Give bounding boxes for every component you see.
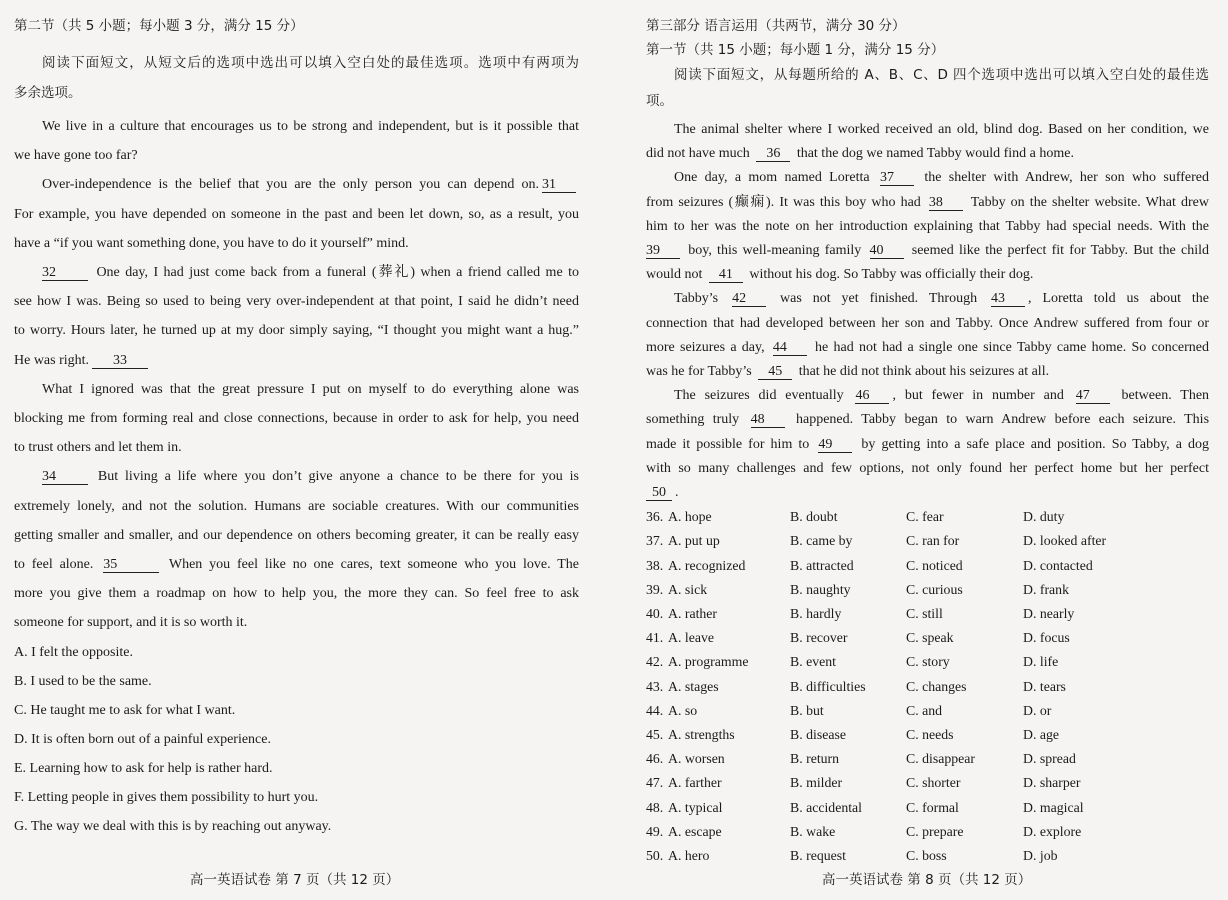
- choice-a: A. typical: [668, 799, 723, 815]
- choice-row: [646, 747, 1209, 771]
- choice-b: B. naughty: [790, 581, 851, 597]
- question-number: 45.: [646, 726, 664, 742]
- choice-c: C. boss: [906, 847, 947, 863]
- cloze-passage: The animal shelter where I worked received an old, blind dog. Based on her condition, we did not have much 36 that the dog we named Tabby would find a home. One day, a mom named Loretta 37 the shelter with Andrew, her son who suffered from seizures (癫痫). It was this boy who had 38 Tabby on the shelter website. What drew him to her was the note on her introduction explaining that Tabby had special needs. With the 39 boy, this well-meaning family 40 seemed like the perfect fit for Tabby. But the child would not 41 without his dog. So Tabby was officially their dog. Tabby’s 42 was not yet finished. Through 43 , Loretta told us about the connection that had developed between her son and Tabby. Once Andrew suffered from four or more seizures a day, 44 he had not had a single one since Tabby came home. So concerned was he for Tabby’s 45 that he did not think about his seizures at all. The seizures did eventually 46 , but fewer in number and 47 between. Then something truly 48 happened. Tabby began to warn Andrew before each seizure. This made it possible for him to 49 by getting into a safe place and position. So Tabby, a dog with so many challenges and few options, not only found her perfect home but her perfect 50 .: [646, 122, 1209, 501]
- blank-39: 39: [646, 243, 680, 259]
- choice-c: C. fear: [906, 509, 944, 525]
- blank-48: 48: [751, 412, 785, 428]
- blank-40: 40: [870, 243, 904, 259]
- blank-49: 49: [818, 437, 852, 453]
- blank-45: 45: [758, 364, 792, 380]
- choice-row: [646, 771, 1209, 795]
- choice-a: A. escape: [668, 823, 722, 839]
- choice-a: A. programme: [668, 654, 749, 670]
- choice-a: A. worsen: [668, 751, 725, 767]
- blank-33: 33: [92, 353, 148, 369]
- choice-row: [646, 554, 1209, 578]
- choice-a: A. leave: [668, 630, 714, 646]
- choice-row: [646, 602, 1209, 626]
- choice-c: C. noticed: [906, 557, 963, 573]
- blank-41: 41: [709, 267, 743, 283]
- choice-a: A. hope: [668, 509, 712, 525]
- choice-c: C. curious: [906, 581, 963, 597]
- choice-row: [646, 626, 1209, 650]
- blank-36: 36: [756, 146, 790, 162]
- choice-d: D. life: [1023, 654, 1059, 670]
- choice-c: C. and: [906, 702, 943, 718]
- question-number: 50.: [646, 847, 664, 863]
- choice-row: [646, 844, 1209, 868]
- choice-d: D. age: [1023, 726, 1060, 742]
- choice-d: D. contacted: [1023, 557, 1093, 573]
- choice-a: A. strengths: [668, 726, 735, 742]
- choice-a: A. sick: [668, 581, 708, 597]
- choice-d: D. tears: [1023, 678, 1066, 694]
- blank-38: 38: [929, 195, 963, 211]
- option-f: F. Letting people in gives them possibility to hurt you.: [14, 789, 319, 805]
- choice-c: C. still: [906, 606, 943, 621]
- choice-row: [646, 650, 1209, 674]
- choice-c: C. story: [906, 654, 950, 670]
- question-number: 47.: [646, 775, 664, 791]
- blank-32: 32: [42, 265, 88, 281]
- choice-d: D. or: [1023, 702, 1052, 718]
- choice-a: A. recognized: [668, 557, 746, 573]
- choice-a: A. put up: [668, 533, 720, 549]
- instruction: 阅读下面短文，从每题所给的 A、B、C、D 四个选项中选出可以填入空白处的最佳选 项。: [646, 67, 1209, 109]
- blank-34: 34: [42, 469, 88, 485]
- choice-b: B. hardly: [790, 606, 842, 621]
- question-number: 49.: [646, 823, 664, 839]
- choice-row: [646, 529, 1209, 553]
- choice-row: [646, 505, 1209, 529]
- choice-c: C. prepare: [906, 823, 964, 839]
- choice-b: B. doubt: [790, 509, 838, 525]
- choice-row: [646, 699, 1209, 723]
- option-e: E. Learning how to ask for help is rather hard.: [14, 760, 273, 776]
- choice-b: B. wake: [790, 823, 836, 839]
- part-title: 第三部分 语言运用（共两节，满分 30 分）: [646, 18, 906, 34]
- question-number: 37.: [646, 533, 664, 549]
- right-page: [646, 14, 1209, 868]
- choice-row: [646, 820, 1209, 844]
- blank-37: 37: [880, 170, 914, 186]
- choice-d: D. duty: [1023, 509, 1065, 525]
- choice-b: B. attracted: [790, 557, 854, 573]
- choice-b: B. milder: [790, 775, 843, 791]
- page-footer-left: 高一英语试卷 第 7 页（共 12 页）: [190, 872, 400, 888]
- option-g: G. The way we deal with this is by reaching out anyway.: [14, 818, 332, 834]
- choice-d: D. spread: [1023, 751, 1076, 767]
- option-list: [14, 638, 579, 841]
- blank-35: 35: [103, 557, 159, 573]
- choice-d: D. magical: [1023, 799, 1084, 815]
- choice-d: D. looked after: [1023, 533, 1107, 549]
- choice-c: C. formal: [906, 799, 959, 815]
- blank-46: 46: [855, 388, 889, 404]
- question-number: 48.: [646, 799, 664, 815]
- choice-table: [646, 505, 1209, 868]
- passage: We live in a culture that encourages us to be strong and independent, but is it possible that we have gone too far? Over-independence is the belief that you are the only person you can depend on. 31 For example, you have depended on someone in the past and been let down, so, as a result, you have a “if you want something done, you have to do it yourself” mind. 32 One day, I had just come back from a funeral (葬礼) when a friend called me to see how I was. Being so used to being very over-independent at that point, I said he didn’t need to worry. Hours later, he turned up at my door simply saying, “I thought you might want a hug.” He was right. 33 What I ignored was that the great pressure I put on myself to do everything alone was blocking me from forming real and close connections, because in order to ask for help, you need to trust others and let them in. 34 But living a life where you don’t give anyone a chance to be there for you is extremely lonely, and not the solution. Humans are sociable creatures. With our communities getting smaller and smaller, and our dependence on others becoming greater, it can be really easy to feel alone. 35 When you feel like no one cares, text someone who you love. The more you give them a roadmap on how to help you, the more they can. So feel free to ask someone for support, and it is so worth it.: [14, 119, 579, 631]
- blank-43: 43: [991, 291, 1025, 307]
- choice-row: [646, 796, 1209, 820]
- choice-d: D. nearly: [1023, 606, 1075, 621]
- choice-b: B. disease: [790, 726, 846, 742]
- choice-c: C. disappear: [906, 751, 975, 767]
- blank-42: 42: [732, 291, 766, 307]
- question-number: 42.: [646, 654, 664, 670]
- question-number: 46.: [646, 751, 664, 767]
- choice-b: B. accidental: [790, 799, 863, 815]
- choice-c: C. needs: [906, 726, 954, 742]
- option-a: A. I felt the opposite.: [14, 644, 133, 660]
- question-number: 44.: [646, 702, 664, 718]
- choice-d: D. explore: [1023, 823, 1082, 839]
- blank-31: 31: [542, 177, 576, 193]
- choice-c: C. ran for: [906, 533, 960, 549]
- choice-row: [646, 723, 1209, 747]
- question-number: 39.: [646, 581, 664, 597]
- question-number: 40.: [646, 606, 664, 621]
- choice-b: B. came by: [790, 533, 853, 549]
- option-b: B. I used to be the same.: [14, 673, 152, 689]
- choice-b: B. but: [790, 702, 824, 718]
- section-heading: 第二节（共 5 小题；每小题 3 分，满分 15 分）: [14, 18, 304, 34]
- section-heading: 第一节（共 15 小题；每小题 1 分，满分 15 分）: [646, 42, 945, 58]
- page-footer-right: 高一英语试卷 第 8 页（共 12 页）: [822, 872, 1032, 888]
- question-number: 36.: [646, 509, 664, 525]
- choice-row: [646, 675, 1209, 699]
- choice-b: B. recover: [790, 630, 848, 646]
- choice-a: A. farther: [668, 775, 722, 791]
- choice-a: A. rather: [668, 606, 718, 621]
- choice-b: B. return: [790, 751, 840, 767]
- choice-a: A. so: [668, 702, 698, 718]
- choice-d: D. frank: [1023, 581, 1069, 597]
- left-page: [14, 14, 579, 841]
- choice-c: C. speak: [906, 630, 954, 646]
- option-d: D. It is often born out of a painful experience.: [14, 731, 271, 747]
- blank-44: 44: [773, 340, 807, 356]
- choice-d: D. sharper: [1023, 775, 1081, 791]
- choice-a: A. stages: [668, 678, 719, 694]
- question-number: 43.: [646, 678, 664, 694]
- option-c: C. He taught me to ask for what I want.: [14, 702, 236, 718]
- choice-b: B. difficulties: [790, 678, 866, 694]
- question-number: 41.: [646, 630, 664, 646]
- choice-c: C. changes: [906, 678, 967, 694]
- choice-a: A. hero: [668, 847, 710, 863]
- blank-50: 50: [646, 485, 672, 501]
- choice-c: C. shorter: [906, 775, 961, 791]
- choice-d: D. job: [1023, 847, 1058, 863]
- choice-b: B. event: [790, 654, 836, 670]
- instruction: 阅读下面短文，从短文后的选项中选出可以填入空白处的最佳选项。选项中有两项为 多余选项。: [14, 55, 579, 101]
- blank-47: 47: [1076, 388, 1110, 404]
- choice-d: D. focus: [1023, 630, 1070, 646]
- choice-row: [646, 578, 1209, 602]
- choice-b: B. request: [790, 847, 846, 863]
- question-number: 38.: [646, 557, 664, 573]
